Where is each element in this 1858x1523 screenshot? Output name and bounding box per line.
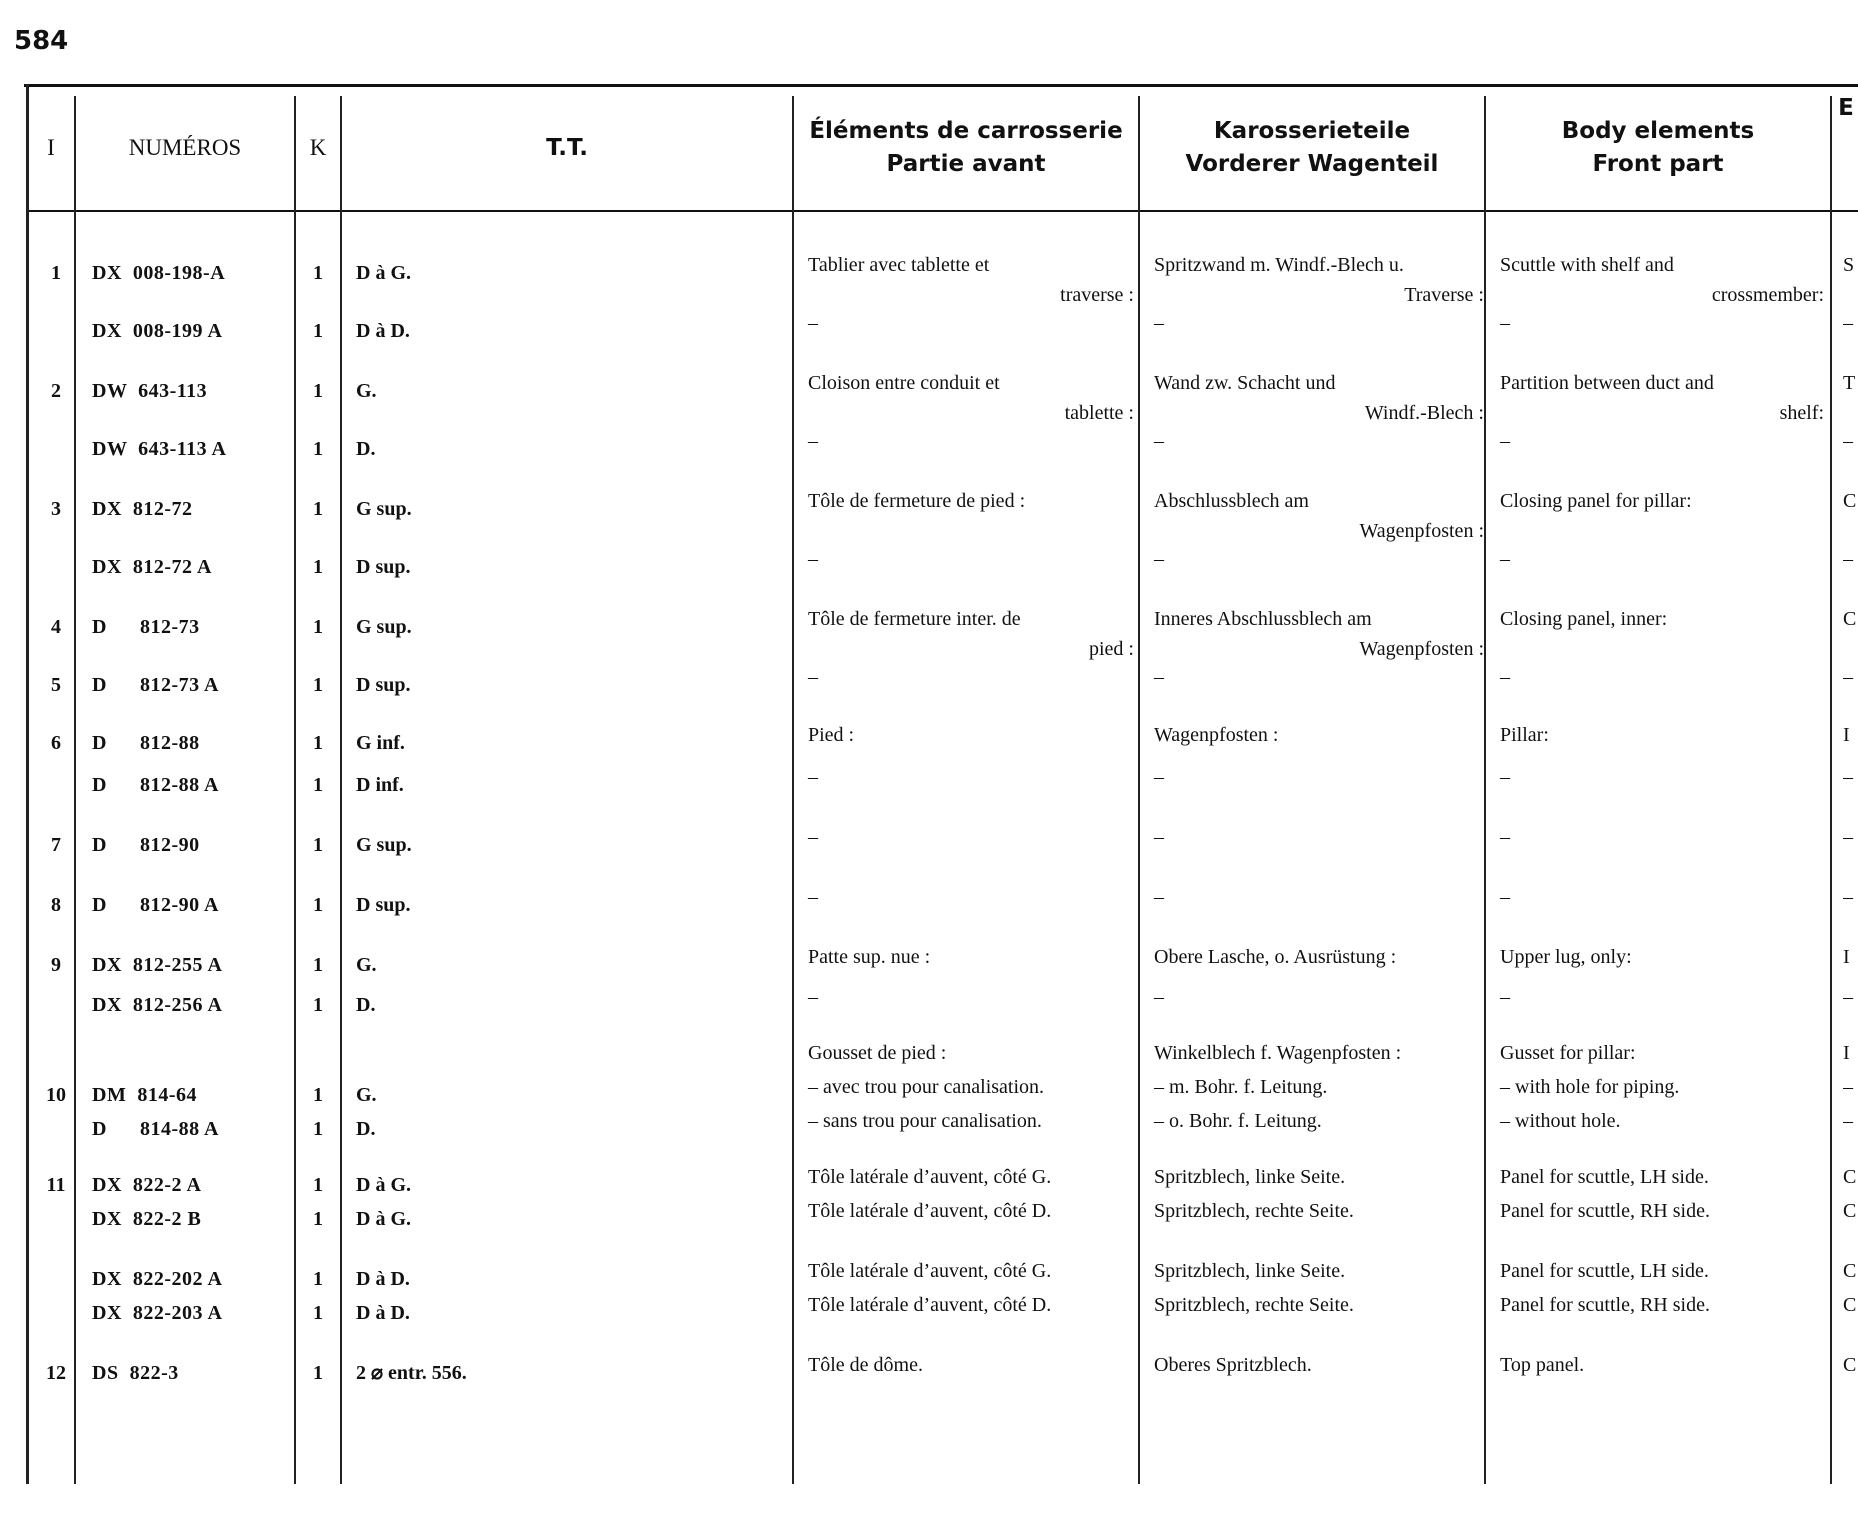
description-french xyxy=(808,1072,1134,1102)
description-french xyxy=(808,822,1134,852)
description-german xyxy=(1154,762,1484,792)
description-german-line: – xyxy=(1154,766,1164,788)
description-english-line: – xyxy=(1500,986,1510,1008)
quantity-k: 1 xyxy=(313,556,323,578)
description-french-line: Tôle de fermeture de pied : xyxy=(808,490,1026,512)
description-english-line: Partition between duct and xyxy=(1500,372,1714,394)
header-german-line2: Vorderer Wagenteil xyxy=(1185,151,1439,177)
description-french-line: – xyxy=(808,430,818,452)
column-divider xyxy=(792,96,794,1484)
truncated-column-text: C xyxy=(1843,1200,1857,1222)
description-german-line: Spritzblech, linke Seite. xyxy=(1154,1166,1346,1188)
description-german xyxy=(1154,1072,1484,1102)
description-german-line: Spritzwand m. Windf.-Blech u. xyxy=(1154,254,1404,276)
description-french xyxy=(808,662,1134,692)
description-french xyxy=(808,544,1134,574)
description-english xyxy=(1500,544,1824,574)
description-german xyxy=(1154,604,1484,664)
tt-code: D sup. xyxy=(356,556,411,578)
description-german-line: Spritzblech, rechte Seite. xyxy=(1154,1200,1354,1222)
description-french xyxy=(808,1256,1134,1286)
truncated-column-text: S xyxy=(1843,254,1855,276)
description-french-line: – xyxy=(808,312,818,334)
description-german-line: Obere Lasche, o. Ausrüstung : xyxy=(1154,946,1397,968)
part-number: D 812-88 xyxy=(92,732,200,754)
tt-code: D. xyxy=(356,1118,376,1140)
column-divider xyxy=(74,96,76,1484)
description-german xyxy=(1154,1290,1484,1320)
description-english-line: Pillar: xyxy=(1500,724,1549,746)
description-german-line: Inneres Abschlussblech am xyxy=(1154,608,1372,630)
truncated-column-text: C xyxy=(1843,608,1857,630)
row-index: 9 xyxy=(51,954,61,976)
description-english-line: – xyxy=(1500,666,1510,688)
header-french-line2: Partie avant xyxy=(886,151,1046,177)
tt-code: 2 ⌀ entr. 556. xyxy=(356,1362,467,1384)
tt-code: D à D. xyxy=(356,320,410,342)
description-english-line: Panel for scuttle, RH side. xyxy=(1500,1200,1710,1222)
column-divider xyxy=(1830,96,1832,1484)
quantity-k: 1 xyxy=(313,438,323,460)
truncated-column-text: – xyxy=(1843,1110,1853,1132)
description-english xyxy=(1500,604,1824,634)
part-number: DX 008-198-A xyxy=(92,262,226,284)
row-index: 6 xyxy=(51,732,61,754)
description-english-line: Panel for scuttle, LH side. xyxy=(1500,1166,1709,1188)
description-english xyxy=(1500,1038,1824,1068)
description-french xyxy=(808,426,1134,456)
description-english-line: Closing panel, inner: xyxy=(1500,608,1668,630)
quantity-k: 1 xyxy=(313,1084,323,1106)
description-french-line: – xyxy=(808,886,818,908)
description-french xyxy=(808,486,1134,516)
part-number: DX 812-255 A xyxy=(92,954,223,976)
description-english-line: Closing panel for pillar: xyxy=(1500,490,1692,512)
description-english-line: – xyxy=(1500,312,1510,334)
tt-code: D à D. xyxy=(356,1268,410,1290)
description-english xyxy=(1500,662,1824,692)
tt-code: D. xyxy=(356,994,376,1016)
description-french xyxy=(808,308,1134,338)
truncated-column-text: – xyxy=(1843,548,1853,570)
description-english-line: shelf: xyxy=(1779,402,1824,424)
description-german-line: Oberes Spritzblech. xyxy=(1154,1354,1312,1376)
description-german-line: Spritzblech, linke Seite. xyxy=(1154,1260,1346,1282)
description-english xyxy=(1500,426,1824,456)
description-french-line: Tablier avec tablette et xyxy=(808,254,990,276)
description-french-line: – xyxy=(808,826,818,848)
description-french-line: tablette : xyxy=(1064,402,1134,424)
description-french-line: pied : xyxy=(1089,638,1134,660)
tt-code: G. xyxy=(356,954,377,976)
description-french xyxy=(808,1106,1134,1136)
header-tt: T.T. xyxy=(546,134,588,161)
description-english-line: – xyxy=(1500,826,1510,848)
description-english-line: Panel for scuttle, LH side. xyxy=(1500,1260,1709,1282)
description-french-line: – xyxy=(808,766,818,788)
truncated-column-text: I xyxy=(1843,1042,1850,1064)
truncated-column-text: – xyxy=(1843,666,1853,688)
description-german-line: – xyxy=(1154,312,1164,334)
description-german-line: Spritzblech, rechte Seite. xyxy=(1154,1294,1354,1316)
quantity-k: 1 xyxy=(313,616,323,638)
description-english-line: – xyxy=(1500,766,1510,788)
description-french-line: Tôle latérale d’auvent, côté D. xyxy=(808,1294,1052,1316)
tt-code: G sup. xyxy=(356,834,412,856)
description-french-line: Patte sup. nue : xyxy=(808,946,931,968)
description-german-line: Wand zw. Schacht und xyxy=(1154,372,1336,394)
part-number: D 812-88 A xyxy=(92,774,219,796)
description-german-line: – xyxy=(1154,430,1164,452)
page-number: 584 xyxy=(14,26,69,56)
description-french xyxy=(808,762,1134,792)
description-english xyxy=(1500,250,1824,310)
description-french-line: Gousset de pied : xyxy=(808,1042,947,1064)
description-english xyxy=(1500,1256,1824,1286)
quantity-k: 1 xyxy=(313,498,323,520)
description-english-line: Top panel. xyxy=(1500,1354,1585,1376)
description-french-line: – sans trou pour canalisation. xyxy=(808,1110,1042,1132)
description-english-line: – xyxy=(1500,886,1510,908)
header-german-line1: Karosserieteile xyxy=(1213,118,1411,144)
part-number: DX 822-202 A xyxy=(92,1268,223,1290)
quantity-k: 1 xyxy=(313,774,323,796)
quantity-k: 1 xyxy=(313,1208,323,1230)
description-german xyxy=(1154,882,1484,912)
tt-code: D inf. xyxy=(356,774,404,796)
quantity-k: 1 xyxy=(313,954,323,976)
description-french-line: – avec trou pour canalisation. xyxy=(808,1076,1045,1098)
description-german-line: – xyxy=(1154,986,1164,1008)
description-english-line: Scuttle with shelf and xyxy=(1500,254,1674,276)
description-german-line: Winkelblech f. Wagenpfosten : xyxy=(1154,1042,1402,1064)
description-german-line: Windf.-Blech : xyxy=(1364,402,1484,424)
part-number: DX 812-72 A xyxy=(92,556,212,578)
description-german-line: – xyxy=(1154,826,1164,848)
quantity-k: 1 xyxy=(313,1268,323,1290)
row-index: 1 xyxy=(51,262,61,284)
description-german-line: – xyxy=(1154,666,1164,688)
truncated-column-text: – xyxy=(1843,986,1853,1008)
description-german xyxy=(1154,1196,1484,1226)
tt-code: D à G. xyxy=(356,1174,411,1196)
description-french xyxy=(808,982,1134,1012)
column-divider xyxy=(294,96,296,1484)
table-left-border xyxy=(26,84,29,1484)
part-number: DM 814-64 xyxy=(92,1084,197,1106)
description-english-line: – xyxy=(1500,430,1510,452)
description-english xyxy=(1500,982,1824,1012)
row-index: 7 xyxy=(51,834,61,856)
quantity-k: 1 xyxy=(313,1174,323,1196)
description-english-line: – with hole for piping. xyxy=(1500,1076,1680,1098)
part-number: DW 643-113 A xyxy=(92,438,227,460)
part-number: DX 812-72 xyxy=(92,498,193,520)
part-number: DS 822-3 xyxy=(92,1362,179,1384)
truncated-column-text: – xyxy=(1843,430,1853,452)
row-index: 8 xyxy=(51,894,61,916)
tt-code: D à G. xyxy=(356,1208,411,1230)
quantity-k: 1 xyxy=(313,380,323,402)
description-german xyxy=(1154,308,1484,338)
truncated-column-text: – xyxy=(1843,766,1853,788)
description-english-line: Panel for scuttle, RH side. xyxy=(1500,1294,1710,1316)
description-german-line: Traverse : xyxy=(1404,284,1484,306)
tt-code: D à D. xyxy=(356,1302,410,1324)
description-english xyxy=(1500,720,1824,750)
tt-code: D sup. xyxy=(356,674,411,696)
quantity-k: 1 xyxy=(313,994,323,1016)
tt-code: D. xyxy=(356,438,376,460)
description-german-line: Wagenpfosten : xyxy=(1359,638,1484,660)
description-german xyxy=(1154,368,1484,428)
description-french-line: Cloison entre conduit et xyxy=(808,372,1000,394)
description-french-line: Tôle latérale d’auvent, côté G. xyxy=(808,1166,1052,1188)
tt-code: G inf. xyxy=(356,732,405,754)
description-german-line: Wagenpfosten : xyxy=(1359,520,1484,542)
description-french-line: – xyxy=(808,666,818,688)
description-french xyxy=(808,942,1134,972)
description-english-line: Gusset for pillar: xyxy=(1500,1042,1636,1064)
truncated-column-text: C xyxy=(1843,1166,1857,1188)
quantity-k: 1 xyxy=(313,732,323,754)
description-french xyxy=(808,1290,1134,1320)
quantity-k: 1 xyxy=(313,894,323,916)
quantity-k: 1 xyxy=(313,674,323,696)
description-german-line: – m. Bohr. f. Leitung. xyxy=(1154,1076,1328,1098)
tt-code: G. xyxy=(356,1084,377,1106)
description-french-line: Tôle de fermeture inter. de xyxy=(808,608,1021,630)
column-divider xyxy=(1484,96,1486,1484)
truncated-column-text: – xyxy=(1843,1076,1853,1098)
part-number: D 812-73 A xyxy=(92,674,219,696)
row-index: 12 xyxy=(46,1362,66,1384)
header-french xyxy=(794,92,1138,204)
header-english xyxy=(1486,92,1830,204)
description-german xyxy=(1154,982,1484,1012)
part-number: DX 008-199 A xyxy=(92,320,223,342)
description-german xyxy=(1154,1162,1484,1192)
description-french-line: Tôle latérale d’auvent, côté G. xyxy=(808,1260,1052,1282)
tt-code: D à G. xyxy=(356,262,411,284)
description-english xyxy=(1500,1106,1824,1136)
description-german xyxy=(1154,544,1484,574)
description-german xyxy=(1154,426,1484,456)
description-english xyxy=(1500,1196,1824,1226)
description-german xyxy=(1154,942,1484,972)
description-english xyxy=(1500,1162,1824,1192)
truncated-column-text: C xyxy=(1843,1354,1857,1376)
quantity-k: 1 xyxy=(313,320,323,342)
column-divider xyxy=(340,96,342,1484)
quantity-k: 1 xyxy=(313,834,323,856)
truncated-column-text: T xyxy=(1843,372,1856,394)
description-english-line: – xyxy=(1500,548,1510,570)
header-index: I xyxy=(47,135,55,160)
row-index: 10 xyxy=(46,1084,66,1106)
description-french xyxy=(808,1038,1134,1068)
part-number: DX 812-256 A xyxy=(92,994,223,1016)
truncated-column-text: – xyxy=(1843,312,1853,334)
description-french xyxy=(808,720,1134,750)
quantity-k: 1 xyxy=(313,1302,323,1324)
description-english xyxy=(1500,822,1824,852)
description-french-line: Pied : xyxy=(808,724,855,746)
description-german-line: Abschlussblech am xyxy=(1154,490,1309,512)
description-english-line: – without hole. xyxy=(1500,1110,1621,1132)
quantity-k: 1 xyxy=(313,1362,323,1384)
truncated-column-text: – xyxy=(1843,826,1853,848)
description-english xyxy=(1500,942,1824,972)
row-index: 3 xyxy=(51,498,61,520)
description-french-line: – xyxy=(808,986,818,1008)
description-english xyxy=(1500,308,1824,338)
header-numeros: NUMÉROS xyxy=(128,135,242,160)
description-german xyxy=(1154,1038,1484,1068)
truncated-column-text: C xyxy=(1843,1294,1857,1316)
part-number: DX 822-2 B xyxy=(92,1208,202,1230)
description-german xyxy=(1154,1256,1484,1286)
description-german-line: – o. Bohr. f. Leitung. xyxy=(1154,1110,1322,1132)
tt-code: G. xyxy=(356,380,377,402)
description-french xyxy=(808,604,1134,664)
description-german-line: Wagenpfosten : xyxy=(1154,724,1279,746)
description-german xyxy=(1154,486,1484,546)
header-german xyxy=(1140,92,1484,204)
description-german-line: – xyxy=(1154,548,1164,570)
header-english-line1: Body elements xyxy=(1561,118,1755,144)
description-english xyxy=(1500,368,1824,428)
truncated-column-text: C xyxy=(1843,490,1857,512)
header-k: K xyxy=(309,135,327,160)
tt-code: G sup. xyxy=(356,616,412,638)
truncated-column-text: I xyxy=(1843,724,1850,746)
part-number: DX 822-2 A xyxy=(92,1174,202,1196)
part-number: D 814-88 A xyxy=(92,1118,219,1140)
description-english xyxy=(1500,762,1824,792)
description-english xyxy=(1500,1290,1824,1320)
description-german xyxy=(1154,1350,1484,1380)
description-french xyxy=(808,882,1134,912)
part-number: D 812-73 xyxy=(92,616,200,638)
row-index: 2 xyxy=(51,380,61,402)
description-german xyxy=(1154,250,1484,310)
part-number: DX 822-203 A xyxy=(92,1302,223,1324)
description-french-line: – xyxy=(808,548,818,570)
description-english-line: Upper lug, only: xyxy=(1500,946,1632,968)
tt-code: G sup. xyxy=(356,498,412,520)
header-french-line1: Éléments de carrosserie xyxy=(809,118,1123,144)
description-english xyxy=(1500,486,1824,516)
truncated-column-text: C xyxy=(1843,1260,1857,1282)
description-german-line: – xyxy=(1154,886,1164,908)
part-number: D 812-90 A xyxy=(92,894,219,916)
description-french xyxy=(808,250,1134,310)
truncated-column-text: – xyxy=(1843,886,1853,908)
quantity-k: 1 xyxy=(313,1118,323,1140)
row-index: 5 xyxy=(51,674,61,696)
table-top-rule xyxy=(24,84,1858,87)
description-english xyxy=(1500,882,1824,912)
part-number: DW 643-113 xyxy=(92,380,208,402)
description-english xyxy=(1500,1072,1824,1102)
quantity-k: 1 xyxy=(313,262,323,284)
description-german xyxy=(1154,662,1484,692)
description-german xyxy=(1154,1106,1484,1136)
description-german xyxy=(1154,720,1484,750)
description-english xyxy=(1500,1350,1824,1380)
header-english-line2: Front part xyxy=(1592,151,1724,177)
tt-code: D sup. xyxy=(356,894,411,916)
truncated-column-text: I xyxy=(1843,946,1850,968)
description-english-line: crossmember: xyxy=(1711,284,1824,306)
description-french-line: Tôle de dôme. xyxy=(808,1354,923,1376)
description-french xyxy=(808,1162,1134,1192)
description-french xyxy=(808,368,1134,428)
description-french xyxy=(808,1196,1134,1226)
description-german xyxy=(1154,822,1484,852)
description-french-line: traverse : xyxy=(1060,284,1134,306)
header-cut-column: E xyxy=(1838,95,1854,121)
part-number: D 812-90 xyxy=(92,834,200,856)
column-divider xyxy=(1138,96,1140,1484)
description-french xyxy=(808,1350,1134,1380)
table-header-rule xyxy=(28,210,1858,212)
row-index: 4 xyxy=(51,616,61,638)
description-french-line: Tôle latérale d’auvent, côté D. xyxy=(808,1200,1052,1222)
row-index: 11 xyxy=(46,1174,66,1196)
